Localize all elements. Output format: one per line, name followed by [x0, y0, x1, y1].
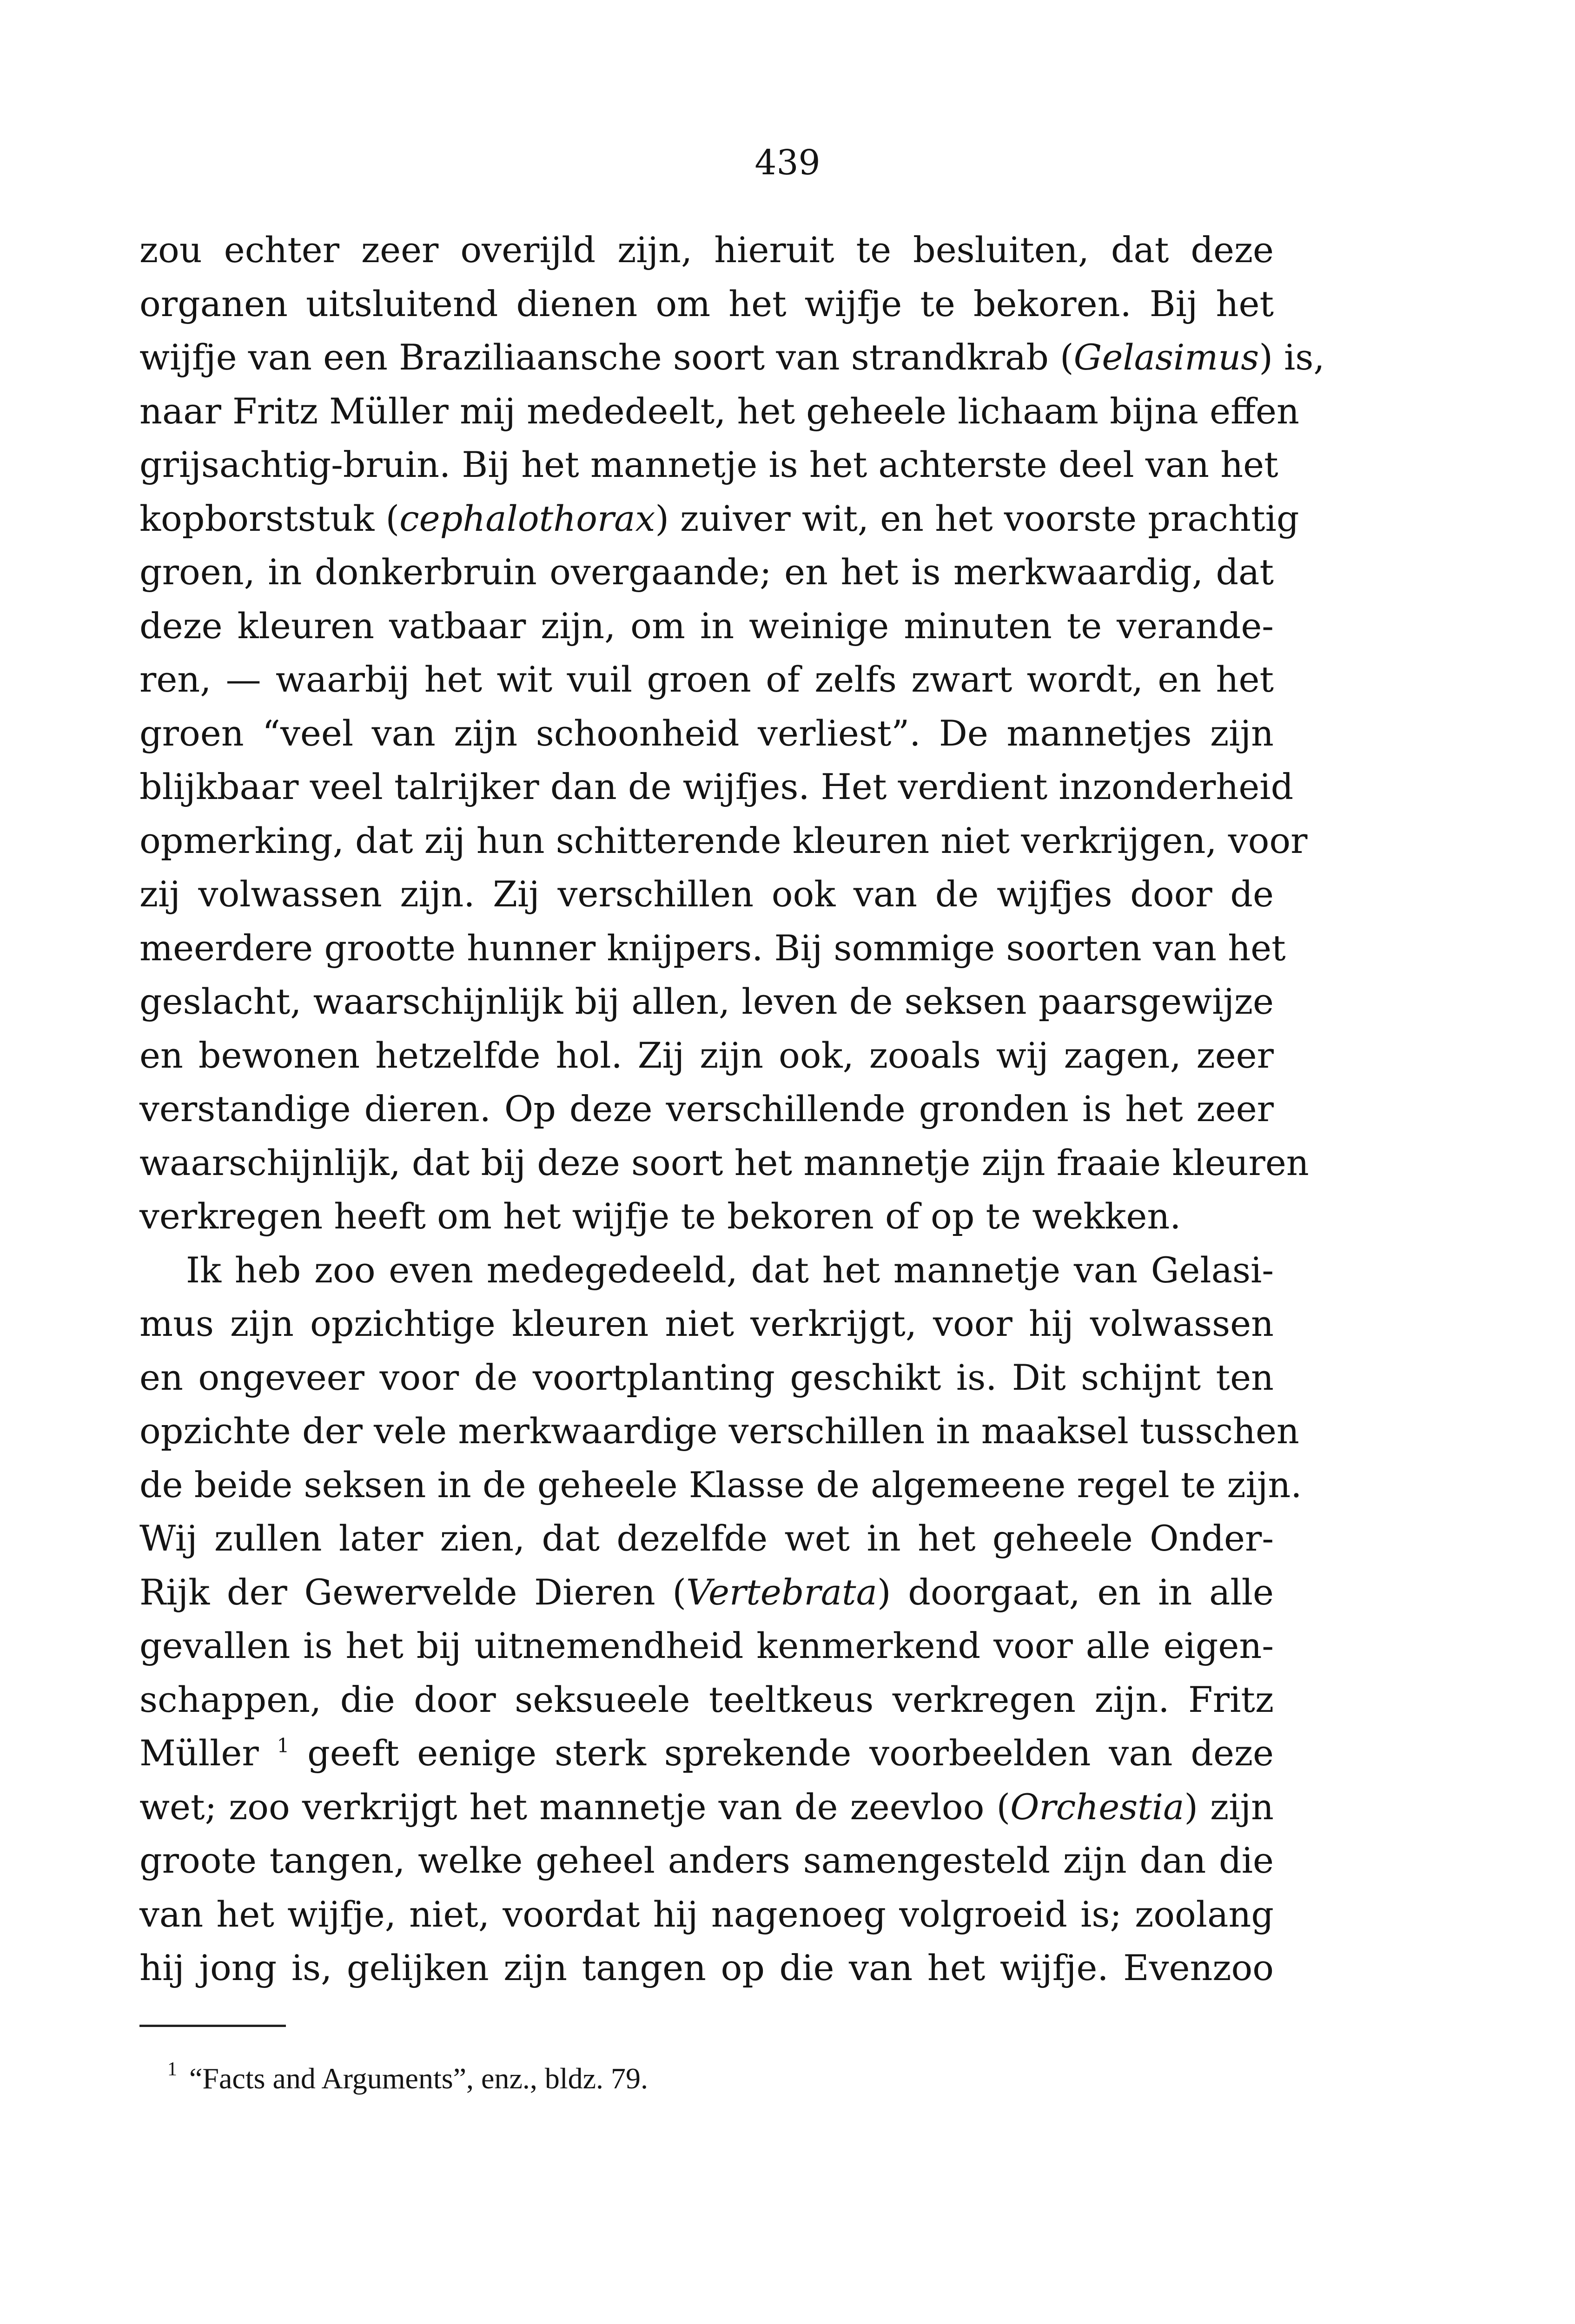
- text-line: schappen, die door seksueele teeltkeus verkregen zijn. Fritz: [139, 1678, 1274, 1720]
- text-line: hij jong is, gelijken zijn tangen op die van het wijfje. Evenzoo: [139, 1947, 1274, 1988]
- text-line: groen, in donkerbruin overgaande; en het is merkwaardig, dat: [139, 551, 1274, 593]
- text-line: meerdere grootte hunner knijpers. Bij sommige soorten van het: [139, 927, 1286, 969]
- text-line: zou echter zeer overijld zijn, hieruit te besluiten, dat deze: [139, 229, 1274, 271]
- text-line: Ik heb zoo even medegedeeld, dat het mannetje van Gelasi-: [186, 1249, 1274, 1291]
- text-line: naar Fritz Müller mij mededeelt, het geheele lichaam bijna effen: [139, 390, 1299, 432]
- text-line: wet; zoo verkrijgt het mannetje van de zeevloo (Orchestia) zijn: [139, 1786, 1274, 1828]
- text-line: kopborststuk (cephalothorax) zuiver wit, en het voorste prachtig: [139, 497, 1299, 539]
- text-line: Müller $^1$ geeft eenige sterk sprekende voorbeelden van deze: [139, 1732, 1274, 1774]
- text-line: geslacht, waarschijnlijk bij allen, leven de seksen paarsgewijze: [139, 981, 1274, 1022]
- footnote-reference: 1: [277, 1734, 290, 1757]
- text-line: deze kleuren vatbaar zijn, om in weinige minuten te verande-: [139, 605, 1274, 647]
- footnote-divider: [139, 2025, 286, 2027]
- text-line: en ongeveer voor de voortplanting geschikt is. Dit schijnt ten: [139, 1356, 1274, 1398]
- text-line: zij volwassen zijn. Zij verschillen ook van de wijfjes door de: [139, 873, 1274, 915]
- footnote-text: “Facts and Arguments”, enz., bldz. 79.: [189, 2062, 649, 2095]
- text-line: groote tangen, welke geheel anders samengesteld zijn dan die: [139, 1840, 1274, 1881]
- text-line: opmerking, dat zij hun schitterende kleuren niet verkrijgen, voor: [139, 819, 1308, 861]
- text-line: van het wijfje, niet, voordat hij nagenoeg volgroeid is; zoolang: [139, 1893, 1274, 1935]
- text-line: ren, — waarbij het wit vuil groen of zelfs zwart wordt, en het: [139, 659, 1274, 700]
- text-line: en bewonen hetzelfde hol. Zij zijn ook, zooals wij zagen, zeer: [139, 1034, 1274, 1076]
- text-line: opzichte der vele merkwaardige verschillen in maaksel tusschen: [139, 1410, 1299, 1452]
- text-line: verkregen heeft om het wijfje te bekoren of op te wekken.: [139, 1195, 1181, 1237]
- text-line: verstandige dieren. Op deze verschillende gronden is het zeer: [139, 1088, 1274, 1129]
- text-line: organen uitsluitend dienen om het wijfje te bekoren. Bij het: [139, 283, 1274, 324]
- text-line: de beide seksen in de geheele Klasse de algemeene regel te zijn.: [139, 1464, 1302, 1505]
- text-line: grijsachtig-bruin. Bij het mannetje is het achterste deel van het: [139, 444, 1278, 485]
- text-line: Wij zullen later zien, dat dezelfde wet in het geheele Onder-: [139, 1518, 1274, 1559]
- latin-term: Vertebrata: [686, 1571, 877, 1613]
- text-line: wijfje van een Braziliaansche soort van strandkrab (Gelasimus) is,: [139, 337, 1325, 378]
- text-line: waarschijnlijk, dat bij deze soort het mannetje zijn fraaie kleuren: [139, 1142, 1309, 1183]
- footnote: [167, 2059, 648, 2098]
- text-line: Rijk der Gewervelde Dieren (Vertebrata) doorgaat, en in alle: [139, 1571, 1274, 1613]
- text-line: mus zijn opzichtige kleuren niet verkrijgt, voor hij volwassen: [139, 1303, 1274, 1344]
- text-line: gevallen is het bij uitnemendheid kenmerkend voor alle eigen-: [139, 1625, 1274, 1666]
- text-line: groen “veel van zijn schoonheid verliest”. De mannetjes zijn: [139, 712, 1274, 754]
- latin-term: cephalothorax: [399, 497, 655, 539]
- body-text: [139, 223, 1325, 1995]
- footnote-mark: 1: [167, 2059, 177, 2080]
- latin-term: Gelasimus: [1073, 337, 1259, 378]
- latin-term: Orchestia: [1010, 1786, 1185, 1828]
- text-line: blijkbaar veel talrijker dan de wijfjes. Het verdient inzonderheid: [139, 766, 1294, 807]
- page-number: 439: [754, 143, 821, 183]
